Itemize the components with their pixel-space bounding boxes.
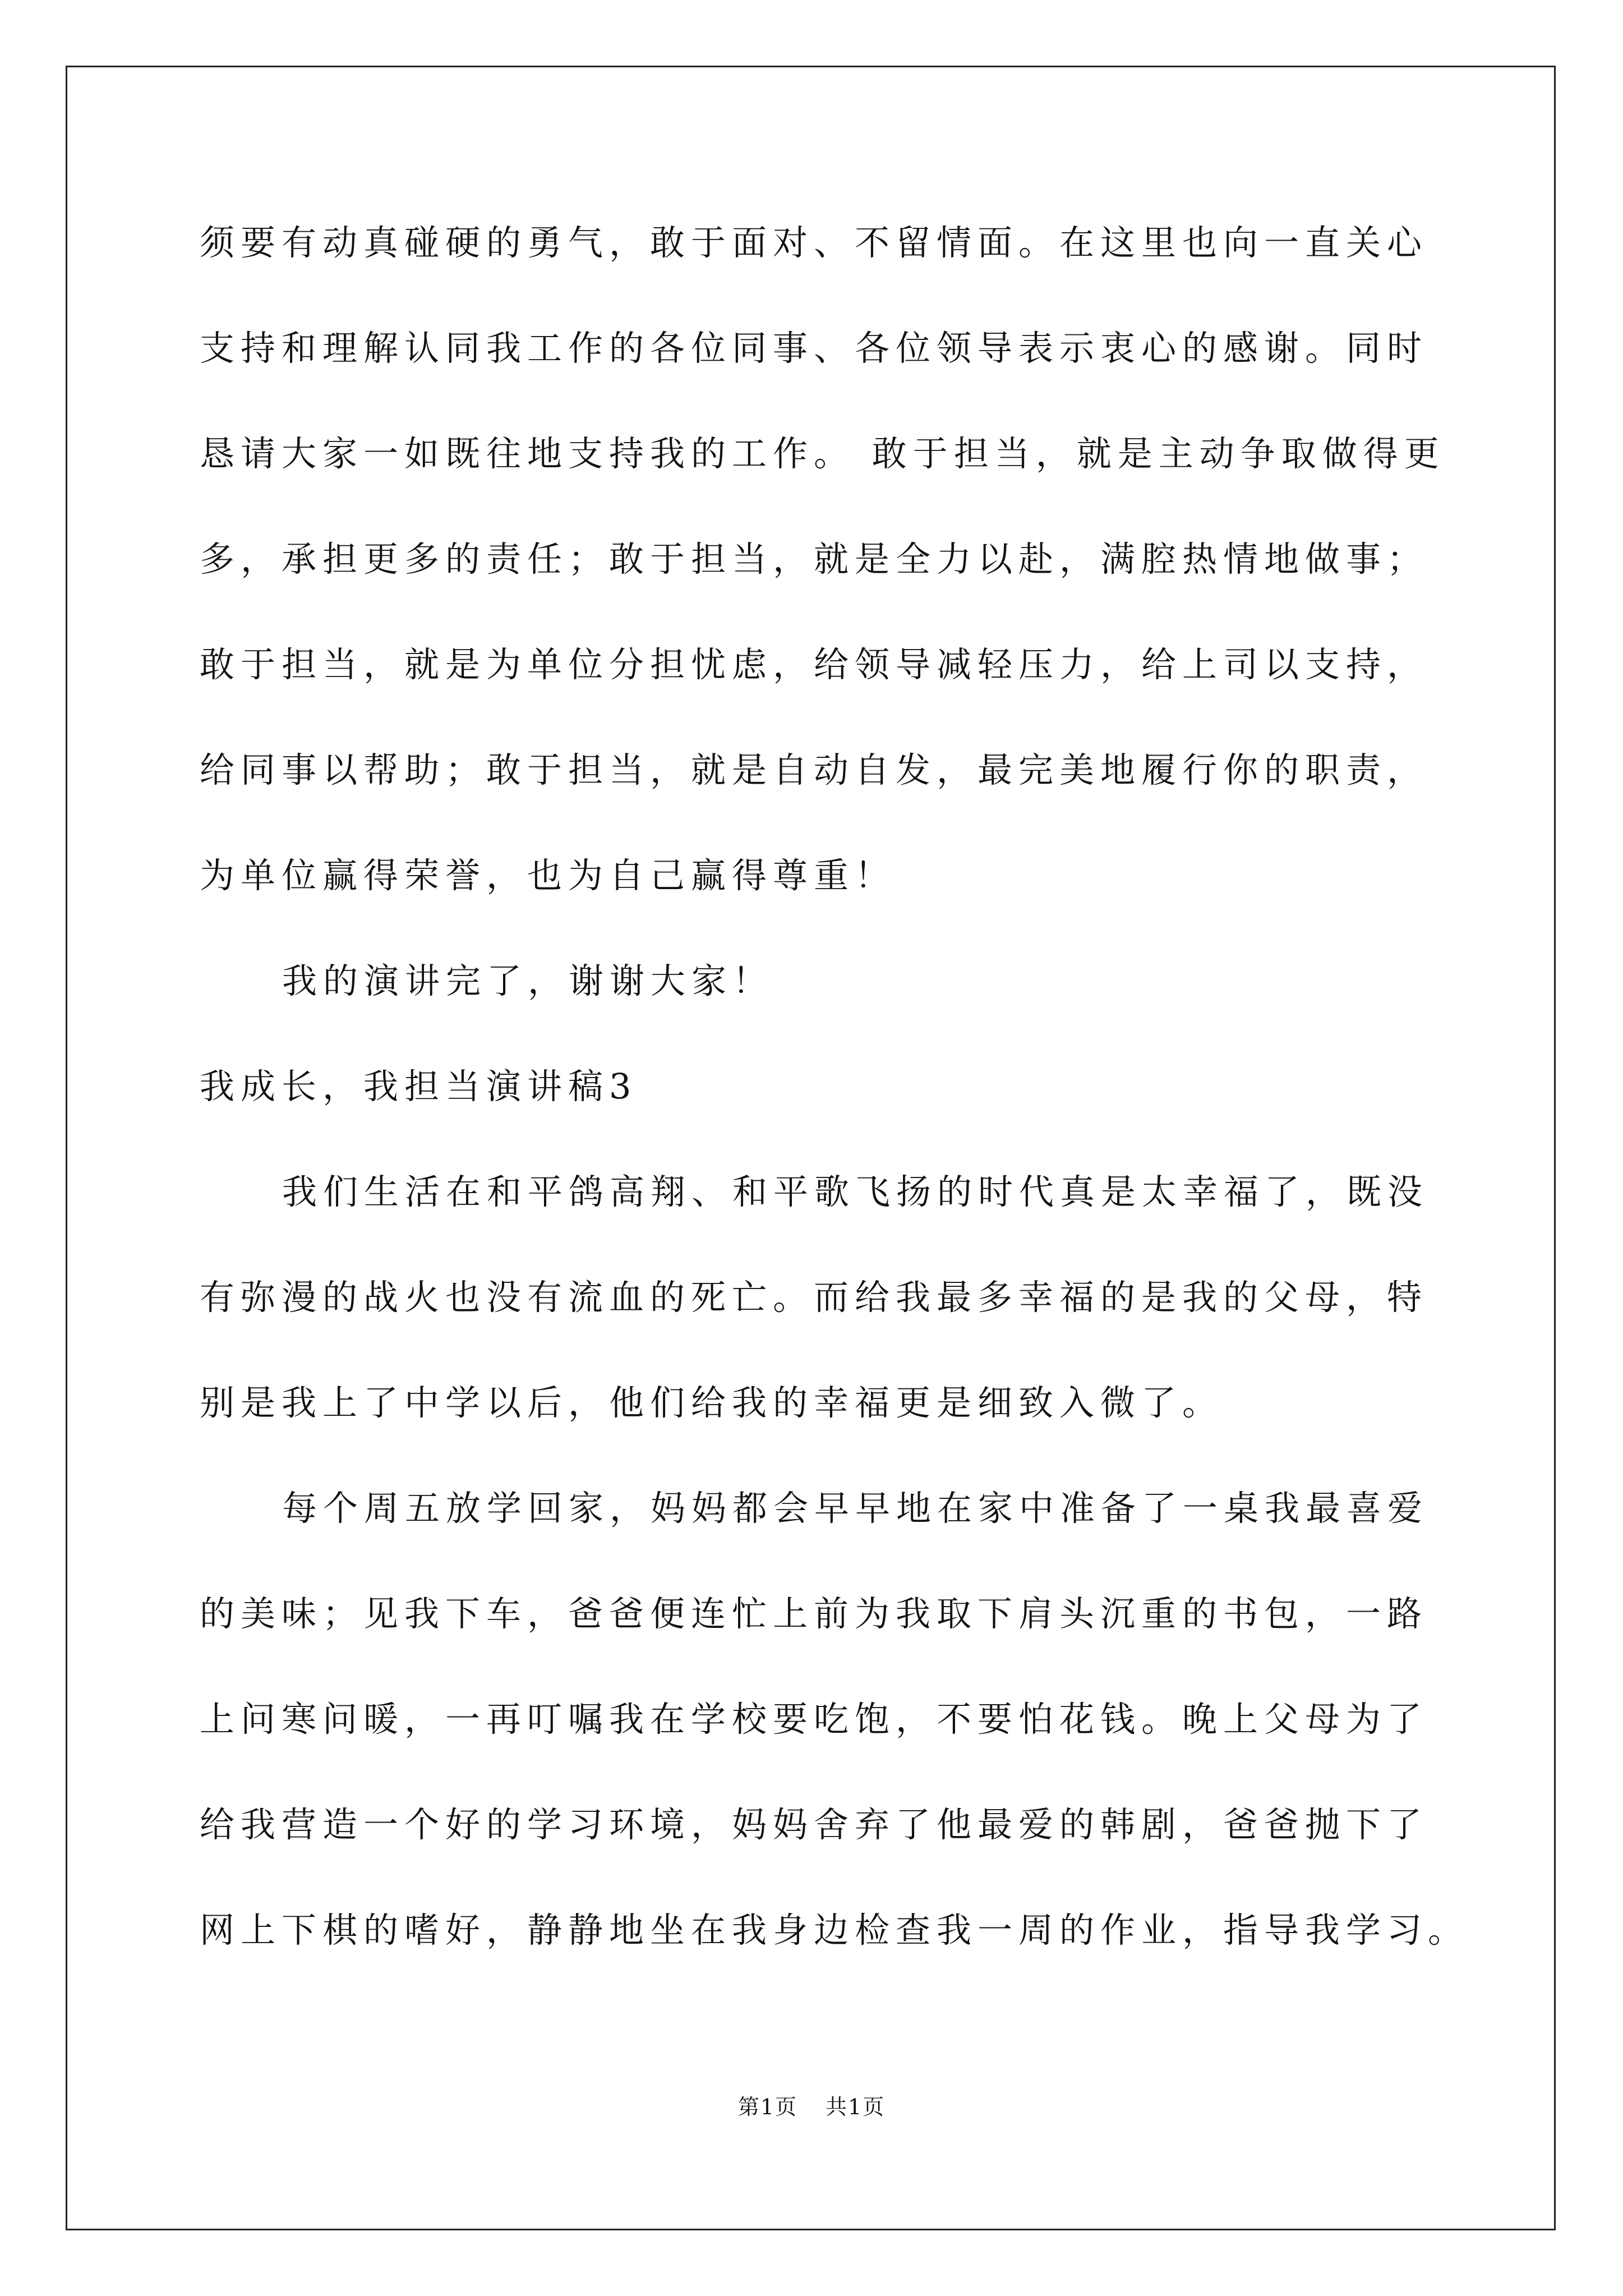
text-line: 支持和理解认同我工作的各位同事、各位领导表示衷心的感谢。同时 xyxy=(200,328,1428,369)
text-line: 有弥漫的战火也没有流血的死亡。而给我最多幸福的是我的父母，特 xyxy=(200,1277,1428,1318)
text-line: 多，承担更多的责任；敢于担当，就是全力以赴，满腔热情地做事； xyxy=(200,539,1428,579)
page-footer xyxy=(0,2090,1623,2120)
text-line: 给我营造一个好的学习环境，妈妈舍弃了他最爱的韩剧，爸爸抛下了 xyxy=(200,1804,1428,1845)
page-number: 第1页 xyxy=(737,2095,797,2119)
text-line: 给同事以帮助；敢于担当，就是自动自发，最完美地履行你的职责， xyxy=(200,749,1428,790)
text-line: 每个周五放学回家，妈妈都会早早地在家中准备了一桌我最喜爱 xyxy=(282,1488,1429,1529)
text-line: 须要有动真碰硬的勇气，敢于面对、不留情面。在这里也向一直关心 xyxy=(200,222,1428,263)
section-heading: 我成长，我担当演讲稿3 xyxy=(200,1066,638,1107)
page-total: 共1页 xyxy=(826,2095,886,2119)
text-line: 敢于担当，就是为单位分担忧虑，给领导减轻压力，给上司以支持， xyxy=(200,644,1428,685)
text-line: 的美味；见我下车，爸爸便连忙上前为我取下肩头沉重的书包，一路 xyxy=(200,1593,1428,1634)
text-line: 网上下棋的嗜好，静静地坐在我身边检查我一周的作业，指导我学习。 xyxy=(200,1910,1469,1950)
text-line: 别是我上了中学以后，他们给我的幸福更是细致入微了。 xyxy=(200,1382,1224,1423)
closing-paragraph: 我的演讲完了，谢谢大家！ xyxy=(282,960,774,1001)
text-line: 为单位赢得荣誉，也为自己赢得尊重！ xyxy=(200,855,896,896)
text-line: 恳请大家一如既往地支持我的工作。 敢于担当，就是主动争取做得更 xyxy=(200,433,1445,474)
text-line: 我们生活在和平鸽高翔、和平歌飞扬的时代真是太幸福了，既没 xyxy=(282,1171,1429,1212)
text-line: 上问寒问暖，一再叮嘱我在学校要吃饱，不要怕花钱。晚上父母为了 xyxy=(200,1699,1428,1740)
